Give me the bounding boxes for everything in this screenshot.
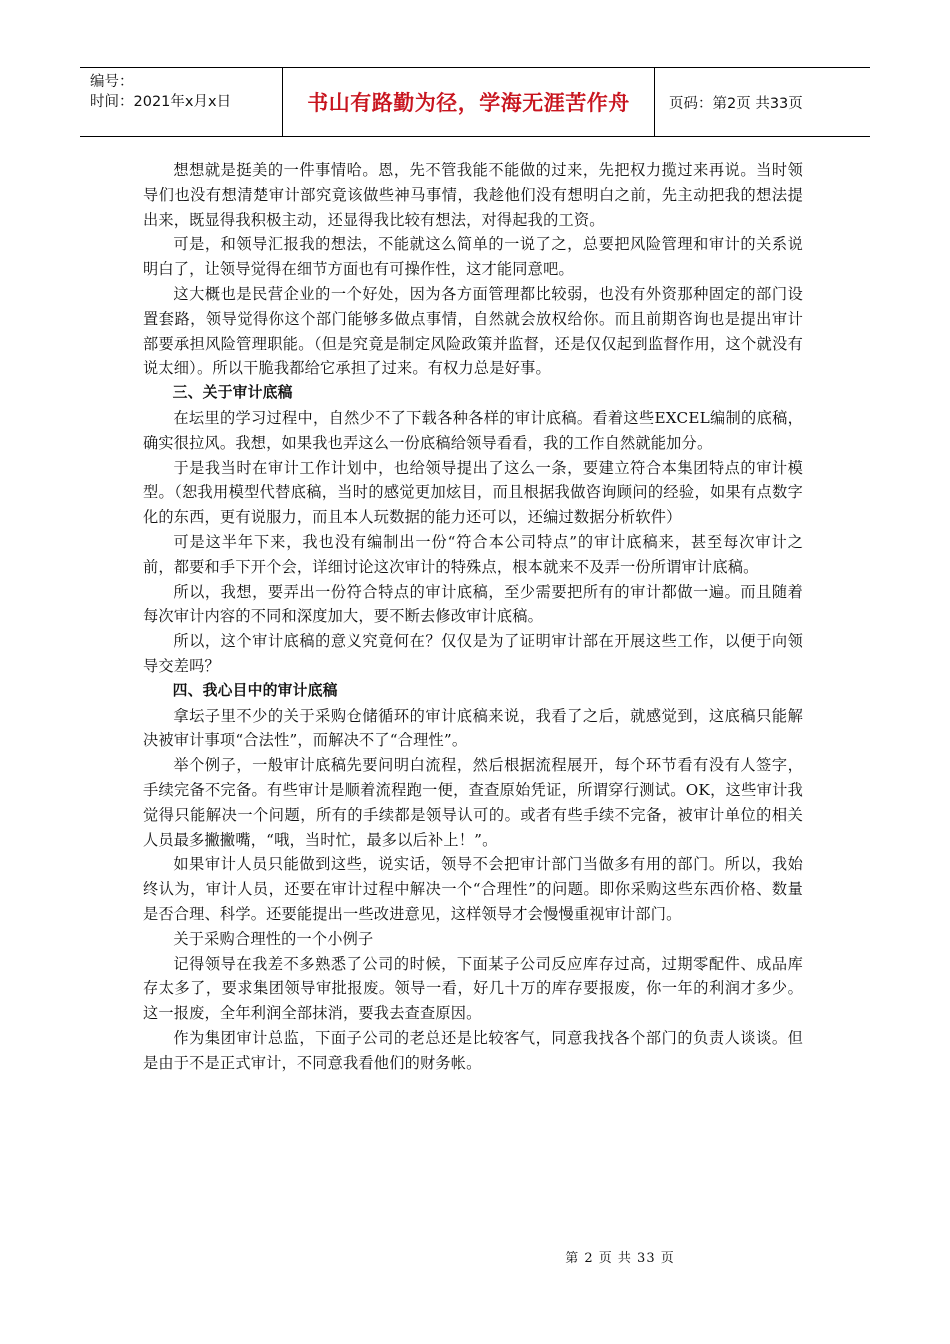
doc-number-label: 编号：: [90, 74, 134, 90]
paragraph: 所以，这个审计底稿的意义究竟何在？仅仅是为了证明审计部在开展这些工作，以便于向领导交差吗？: [143, 632, 803, 675]
paragraph: 所以，我想，要弄出一份符合特点的审计底稿，至少需要把所有的审计都做一遍。而且随着每次审计内容的不同和深度加大，要不断去修改审计底稿。: [143, 582, 803, 626]
header-left-cell: [80, 68, 283, 136]
paragraph: 记得领导在我差不多熟悉了公司的时候，下面某子公司反应库存过高，过期零配件、成品库存太多了，要求集团领导审批报废。领导一看，好几十万的库存要报废，你一年的利润才多少。这一报废，全年利润全部抹消，要我去查查原因。: [143, 954, 803, 1023]
section-heading: 四、我心目中的审计底稿: [172, 681, 338, 699]
paragraph: 关于采购合理性的一个小例子: [173, 929, 374, 948]
paragraph: 在坛里的学习过程中，自然少不了下载各种各样的审计底稿。看着这些EXCEL编制的底稿，确实很拉风。我想，如果我也弄这么一份底稿给领导看看，我的工作自然就能加分。: [143, 408, 803, 452]
footer-page-number: 第 2 页 共 33 页: [565, 1251, 675, 1266]
header-table: [80, 67, 870, 137]
paragraph: 如果审计人员只能做到这些，说实话，领导不会把审计部门当做多有用的部门。所以，我始终认为，审计人员，还要在审计过程中解决一个“合理性”的问题。即你采购这些东西价格、数量是否合理、科学。还要能提出一些改进意见，这样领导才会慢慢重视审计部门。: [143, 855, 803, 923]
header-page-info: 页码：第2页 共33页: [669, 95, 803, 112]
document-body: [143, 158, 803, 1075]
paragraph: 可是，和领导汇报我的想法，不能就这么简单的一说了之，总要把风险管理和审计的关系说明白了，让领导觉得在细节方面也有可操作性，这才能同意吧。: [143, 235, 803, 279]
paragraph: 这大概也是民营企业的一个好处，因为各方面管理都比较弱，也没有外资那种固定的部门设置套路，领导觉得你这个部门能够多做点事情，自然就会放权给你。而且前期咨询也是提出审计部要承担风险管理职能。（但是究竟是制定风险政策并监督，还是仅仅起到监督作用，这个就没有说太细）。所以干脆我都给它承担了过来。有权力总是好事。: [143, 284, 803, 378]
date-label: 时间：2021年x月x日: [90, 94, 232, 110]
section-heading: 三、关于审计底稿: [172, 384, 293, 402]
paragraph: 拿坛子里不少的关于采购仓储循环的审计底稿来说，我看了之后，就感觉到，这底稿只能解决被审计事项“合法性”，而解决不了“合理性”。: [143, 706, 803, 750]
paragraph: 想想就是挺美的一件事情哈。恩，先不管我能不能做的过来，先把权力揽过来再说。当时领导们也没有想清楚审计部究竟该做些神马事情，我趁他们没有想明白之前，先主动把我的想法提出来，既显得我积极主动，还显得我比较有想法，对得起我的工资。: [143, 161, 803, 229]
paragraph: 于是我当时在审计工作计划中，也给领导提出了这么一条，要建立符合本集团特点的审计模型。（恕我用模型代替底稿，当时的感觉更加炫目，而且根据我做咨询顾问的经验，如果有点数字化的东西，更有说服力，而且本人玩数据的能力还可以，还编过数据分析软件）: [143, 458, 803, 527]
paragraph: 作为集团审计总监，下面子公司的老总还是比较客气，同意我找各个部门的负责人谈谈。但是由于不是正式审计，不同意我看他们的财务帐。: [143, 1028, 803, 1072]
page-footer: [0, 1247, 950, 1266]
header-motto: 书山有路勤为径，学海无涯苦作舟: [283, 68, 655, 136]
paragraph: 可是这半年下来，我也没有编制出一份“符合本公司特点”的审计底稿来，甚至每次审计之前，都要和手下开个会，详细讨论这次审计的特殊点，根本就来不及弄一份所谓审计底稿。: [143, 532, 803, 576]
paragraph: 举个例子，一般审计底稿先要问明白流程，然后根据流程展开，每个环节看有没有人签字，手续完备不完备。有些审计是顺着流程跑一便，查查原始凭证，所谓穿行测试。OK，这些审计我觉得只能解决一个问题，所有的手续都是领导认可的。或者有些手续不完备，被审计单位的相关人员最多撇撇嘴，“哦，当时忙，最多以后补上！”。: [143, 756, 803, 849]
